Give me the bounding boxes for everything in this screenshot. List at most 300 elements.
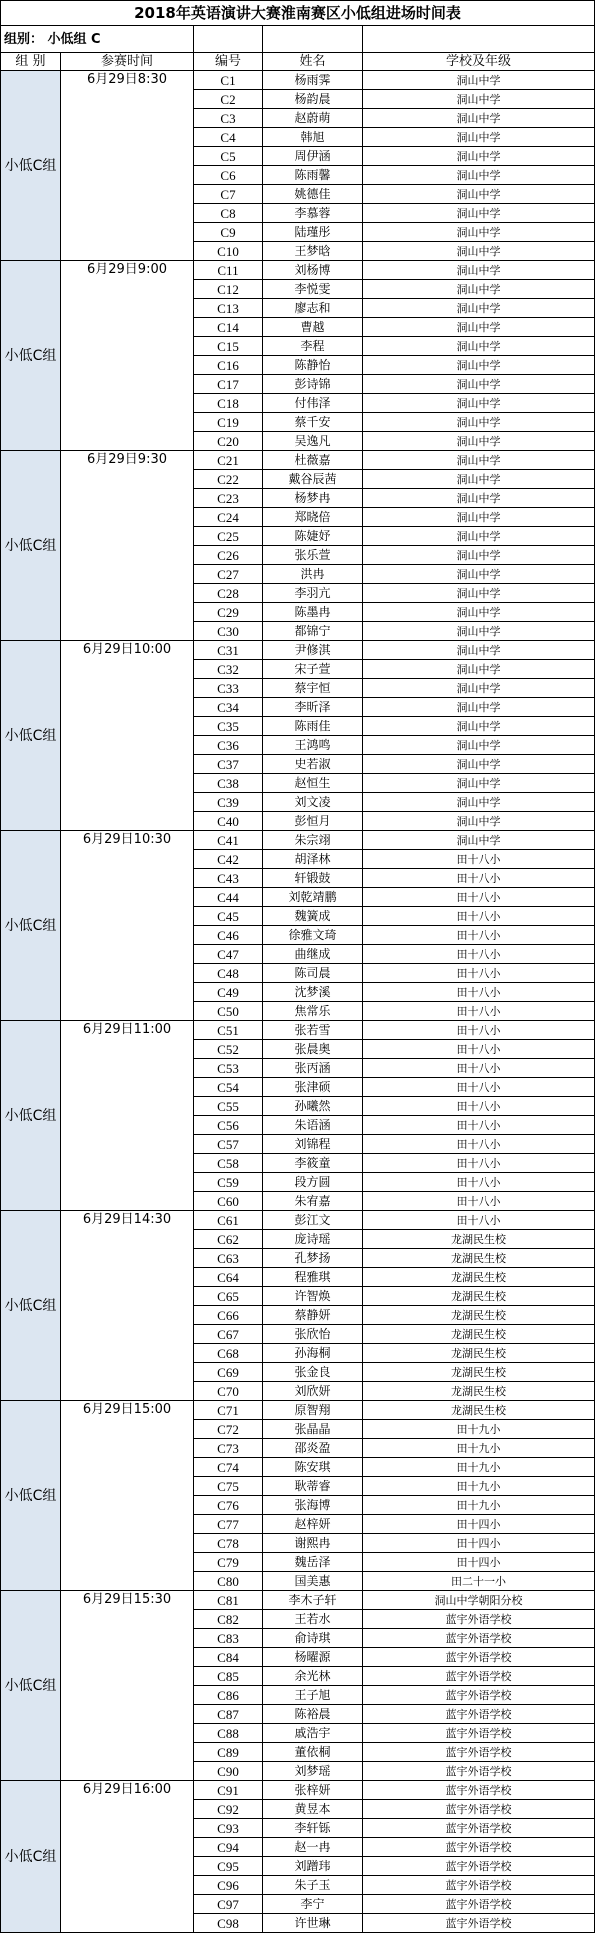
school-cell: 洞山中学 <box>363 451 595 470</box>
code-cell: C27 <box>194 565 263 584</box>
code-cell: C33 <box>194 679 263 698</box>
code-cell: C86 <box>194 1686 263 1705</box>
school-cell: 龙湖民生校 <box>363 1249 595 1268</box>
school-cell: 田十八小 <box>363 1040 595 1059</box>
school-cell: 龙湖民生校 <box>363 1382 595 1401</box>
name-cell: 许世琳 <box>263 1914 363 1933</box>
time-cell: 6月29日9:30 <box>61 451 194 641</box>
name-cell: 轩锻鼓 <box>263 869 363 888</box>
group-cell: 小低C组 <box>1 1021 61 1211</box>
school-cell: 洞山中学 <box>363 641 595 660</box>
name-cell: 陈雨佳 <box>263 717 363 736</box>
table-row <box>1 1211 595 1230</box>
code-cell: C15 <box>194 337 263 356</box>
table-row <box>1 261 595 280</box>
school-cell: 洞山中学朝阳分校 <box>363 1591 595 1610</box>
school-cell: 洞山中学 <box>363 128 595 147</box>
school-cell: 田十九小 <box>363 1420 595 1439</box>
code-cell: C78 <box>194 1534 263 1553</box>
school-cell: 田十八小 <box>363 869 595 888</box>
code-cell: C3 <box>194 109 263 128</box>
school-cell: 蓝宇外语学校 <box>363 1800 595 1819</box>
name-cell: 朱语涵 <box>263 1116 363 1135</box>
group-row <box>1 26 595 53</box>
code-cell: C69 <box>194 1363 263 1382</box>
name-cell: 吴逸凡 <box>263 432 363 451</box>
code-cell: C53 <box>194 1059 263 1078</box>
name-cell: 俞诗琪 <box>263 1629 363 1648</box>
school-cell: 蓝宇外语学校 <box>363 1705 595 1724</box>
name-cell: 杨韵晨 <box>263 90 363 109</box>
code-cell: C1 <box>194 71 263 90</box>
code-cell: C67 <box>194 1325 263 1344</box>
code-cell: C58 <box>194 1154 263 1173</box>
school-cell: 洞山中学 <box>363 90 595 109</box>
code-cell: C95 <box>194 1857 263 1876</box>
group-cell: 小低C组 <box>1 451 61 641</box>
code-cell: C88 <box>194 1724 263 1743</box>
time-cell: 6月29日15:00 <box>61 1401 194 1591</box>
page-title: 2018年英语演讲大赛淮南赛区小低组进场时间表 <box>1 1 595 26</box>
school-cell: 田十九小 <box>363 1477 595 1496</box>
name-cell: 杨梦冉 <box>263 489 363 508</box>
school-cell: 龙湖民生校 <box>363 1363 595 1382</box>
name-cell: 李慕蓉 <box>263 204 363 223</box>
school-cell: 田十八小 <box>363 1097 595 1116</box>
school-cell: 蓝宇外语学校 <box>363 1819 595 1838</box>
name-cell: 张晶晶 <box>263 1420 363 1439</box>
name-cell: 焦常乐 <box>263 1002 363 1021</box>
name-cell: 庞诗瑶 <box>263 1230 363 1249</box>
code-cell: C82 <box>194 1610 263 1629</box>
name-cell: 彭诗锦 <box>263 375 363 394</box>
name-cell: 赵梓妍 <box>263 1515 363 1534</box>
name-cell: 杨曜源 <box>263 1648 363 1667</box>
code-cell: C57 <box>194 1135 263 1154</box>
header-group: 组 别 <box>1 53 61 71</box>
name-cell: 李羽亢 <box>263 584 363 603</box>
name-cell: 原智翔 <box>263 1401 363 1420</box>
school-cell: 蓝宇外语学校 <box>363 1648 595 1667</box>
table-row <box>1 641 595 660</box>
school-cell: 田二十一小 <box>363 1572 595 1591</box>
title-row <box>1 1 595 26</box>
school-cell: 洞山中学 <box>363 565 595 584</box>
code-cell: C25 <box>194 527 263 546</box>
name-cell: 李筱童 <box>263 1154 363 1173</box>
school-cell: 洞山中学 <box>363 394 595 413</box>
school-cell: 龙湖民生校 <box>363 1230 595 1249</box>
school-cell: 洞山中学 <box>363 166 595 185</box>
code-cell: C59 <box>194 1173 263 1192</box>
code-cell: C76 <box>194 1496 263 1515</box>
group-cell: 小低C组 <box>1 1401 61 1591</box>
school-cell: 田十八小 <box>363 1002 595 1021</box>
time-cell: 6月29日9:00 <box>61 261 194 451</box>
school-cell: 田十八小 <box>363 1173 595 1192</box>
school-cell: 田十八小 <box>363 850 595 869</box>
school-cell: 田十九小 <box>363 1496 595 1515</box>
table-row <box>1 831 595 850</box>
code-cell: C97 <box>194 1895 263 1914</box>
school-cell: 洞山中学 <box>363 793 595 812</box>
code-cell: C51 <box>194 1021 263 1040</box>
name-cell: 许智焕 <box>263 1287 363 1306</box>
school-cell: 田十八小 <box>363 945 595 964</box>
code-cell: C45 <box>194 907 263 926</box>
code-cell: C75 <box>194 1477 263 1496</box>
name-cell: 陆瑾彤 <box>263 223 363 242</box>
name-cell: 朱宗翊 <box>263 831 363 850</box>
name-cell: 张梓妍 <box>263 1781 363 1800</box>
code-cell: C94 <box>194 1838 263 1857</box>
name-cell: 魏岳泽 <box>263 1553 363 1572</box>
name-cell: 张若雪 <box>263 1021 363 1040</box>
code-cell: C4 <box>194 128 263 147</box>
school-cell: 洞山中学 <box>363 812 595 831</box>
code-cell: C21 <box>194 451 263 470</box>
code-cell: C48 <box>194 964 263 983</box>
code-cell: C71 <box>194 1401 263 1420</box>
school-cell: 田十八小 <box>363 983 595 1002</box>
name-cell: 韩旭 <box>263 128 363 147</box>
school-cell: 田十八小 <box>363 964 595 983</box>
name-cell: 曹越 <box>263 318 363 337</box>
table-row <box>1 451 595 470</box>
code-cell: C43 <box>194 869 263 888</box>
schedule-body <box>1 1 595 1933</box>
code-cell: C66 <box>194 1306 263 1325</box>
name-cell: 陈安琪 <box>263 1458 363 1477</box>
name-cell: 王子旭 <box>263 1686 363 1705</box>
time-cell: 6月29日16:00 <box>61 1781 194 1933</box>
name-cell: 周伊涵 <box>263 147 363 166</box>
code-cell: C17 <box>194 375 263 394</box>
code-cell: C39 <box>194 793 263 812</box>
school-cell: 洞山中学 <box>363 242 595 261</box>
school-cell: 洞山中学 <box>363 527 595 546</box>
school-cell: 田十八小 <box>363 1211 595 1230</box>
code-cell: C13 <box>194 299 263 318</box>
code-cell: C7 <box>194 185 263 204</box>
code-cell: C37 <box>194 755 263 774</box>
school-cell: 龙湖民生校 <box>363 1306 595 1325</box>
name-cell: 郑晓倍 <box>263 508 363 527</box>
school-cell: 洞山中学 <box>363 546 595 565</box>
code-cell: C28 <box>194 584 263 603</box>
school-cell: 田十八小 <box>363 926 595 945</box>
header-name: 姓名 <box>263 53 363 71</box>
name-cell: 陈雨馨 <box>263 166 363 185</box>
name-cell: 洪冉 <box>263 565 363 584</box>
name-cell: 孙海桐 <box>263 1344 363 1363</box>
time-cell: 6月29日15:30 <box>61 1591 194 1781</box>
group-cell: 小低C组 <box>1 261 61 451</box>
name-cell: 戴谷辰茜 <box>263 470 363 489</box>
school-cell: 洞山中学 <box>363 375 595 394</box>
name-cell: 尹修淇 <box>263 641 363 660</box>
code-cell: C80 <box>194 1572 263 1591</box>
name-cell: 刘蹭玮 <box>263 1857 363 1876</box>
name-cell: 史若淑 <box>263 755 363 774</box>
school-cell: 田十八小 <box>363 1116 595 1135</box>
school-cell: 洞山中学 <box>363 71 595 90</box>
code-cell: C18 <box>194 394 263 413</box>
school-cell: 蓝宇外语学校 <box>363 1895 595 1914</box>
school-cell: 龙湖民生校 <box>363 1325 595 1344</box>
school-cell: 田十八小 <box>363 1021 595 1040</box>
header-code: 编号 <box>194 53 263 71</box>
name-cell: 张乐萱 <box>263 546 363 565</box>
school-cell: 洞山中学 <box>363 679 595 698</box>
name-cell: 孙曦然 <box>263 1097 363 1116</box>
name-cell: 李程 <box>263 337 363 356</box>
code-cell: C30 <box>194 622 263 641</box>
name-cell: 刘杨博 <box>263 261 363 280</box>
code-cell: C93 <box>194 1819 263 1838</box>
code-cell: C68 <box>194 1344 263 1363</box>
school-cell: 洞山中学 <box>363 698 595 717</box>
school-cell: 洞山中学 <box>363 831 595 850</box>
name-cell: 陈婕妤 <box>263 527 363 546</box>
name-cell: 陈司晨 <box>263 964 363 983</box>
name-cell: 张晨奥 <box>263 1040 363 1059</box>
group-cell: 小低C组 <box>1 71 61 261</box>
code-cell: C50 <box>194 1002 263 1021</box>
code-cell: C73 <box>194 1439 263 1458</box>
name-cell: 彭江文 <box>263 1211 363 1230</box>
school-cell: 蓝宇外语学校 <box>363 1914 595 1933</box>
school-cell: 田十八小 <box>363 888 595 907</box>
school-cell: 洞山中学 <box>363 717 595 736</box>
time-cell: 6月29日8:30 <box>61 71 194 261</box>
name-cell: 赵蔚萌 <box>263 109 363 128</box>
name-cell: 刘梦瑶 <box>263 1762 363 1781</box>
name-cell: 陈裕晨 <box>263 1705 363 1724</box>
name-cell: 胡泽林 <box>263 850 363 869</box>
group-cell: 小低C组 <box>1 641 61 831</box>
school-cell: 洞山中学 <box>363 299 595 318</box>
name-cell: 李木子轩 <box>263 1591 363 1610</box>
empty-cell <box>194 26 263 53</box>
code-cell: C41 <box>194 831 263 850</box>
code-cell: C16 <box>194 356 263 375</box>
school-cell: 田十八小 <box>363 1059 595 1078</box>
code-cell: C22 <box>194 470 263 489</box>
code-cell: C84 <box>194 1648 263 1667</box>
name-cell: 赵一冉 <box>263 1838 363 1857</box>
school-cell: 田十八小 <box>363 1078 595 1097</box>
code-cell: C8 <box>194 204 263 223</box>
name-cell: 刘锦程 <box>263 1135 363 1154</box>
code-cell: C90 <box>194 1762 263 1781</box>
code-cell: C5 <box>194 147 263 166</box>
name-cell: 廖志和 <box>263 299 363 318</box>
school-cell: 田十四小 <box>363 1534 595 1553</box>
name-cell: 刘文凌 <box>263 793 363 812</box>
time-cell: 6月29日11:00 <box>61 1021 194 1211</box>
code-cell: C56 <box>194 1116 263 1135</box>
name-cell: 王鸿鸣 <box>263 736 363 755</box>
code-cell: C98 <box>194 1914 263 1933</box>
name-cell: 王梦晗 <box>263 242 363 261</box>
school-cell: 龙湖民生校 <box>363 1401 595 1420</box>
school-cell: 田十八小 <box>363 1154 595 1173</box>
code-cell: C62 <box>194 1230 263 1249</box>
code-cell: C77 <box>194 1515 263 1534</box>
table-row <box>1 1591 595 1610</box>
name-cell: 姚德佳 <box>263 185 363 204</box>
code-cell: C65 <box>194 1287 263 1306</box>
code-cell: C20 <box>194 432 263 451</box>
name-cell: 曲继成 <box>263 945 363 964</box>
header-school: 学校及年级 <box>363 53 595 71</box>
code-cell: C92 <box>194 1800 263 1819</box>
name-cell: 段方圆 <box>263 1173 363 1192</box>
code-cell: C91 <box>194 1781 263 1800</box>
group-cell: 小低C组 <box>1 1781 61 1933</box>
name-cell: 朱子玉 <box>263 1876 363 1895</box>
school-cell: 蓝宇外语学校 <box>363 1629 595 1648</box>
school-cell: 洞山中学 <box>363 489 595 508</box>
code-cell: C36 <box>194 736 263 755</box>
name-cell: 魏簧成 <box>263 907 363 926</box>
code-cell: C79 <box>194 1553 263 1572</box>
code-cell: C81 <box>194 1591 263 1610</box>
time-cell: 6月29日10:00 <box>61 641 194 831</box>
school-cell: 龙湖民生校 <box>363 1344 595 1363</box>
name-cell: 程雅琪 <box>263 1268 363 1287</box>
code-cell: C23 <box>194 489 263 508</box>
school-cell: 洞山中学 <box>363 356 595 375</box>
school-cell: 洞山中学 <box>363 223 595 242</box>
code-cell: C61 <box>194 1211 263 1230</box>
group-cell: 小低C组 <box>1 1591 61 1781</box>
school-cell: 洞山中学 <box>363 432 595 451</box>
school-cell: 洞山中学 <box>363 736 595 755</box>
school-cell: 蓝宇外语学校 <box>363 1838 595 1857</box>
code-cell: C46 <box>194 926 263 945</box>
school-cell: 洞山中学 <box>363 147 595 166</box>
school-cell: 田十八小 <box>363 1192 595 1211</box>
code-cell: C87 <box>194 1705 263 1724</box>
code-cell: C89 <box>194 1743 263 1762</box>
school-cell: 洞山中学 <box>363 470 595 489</box>
code-cell: C35 <box>194 717 263 736</box>
school-cell: 洞山中学 <box>363 413 595 432</box>
school-cell: 洞山中学 <box>363 508 595 527</box>
name-cell: 耿蒂睿 <box>263 1477 363 1496</box>
name-cell: 李轩铄 <box>263 1819 363 1838</box>
name-cell: 张欣怡 <box>263 1325 363 1344</box>
name-cell: 戚浩宇 <box>263 1724 363 1743</box>
name-cell: 蔡静妍 <box>263 1306 363 1325</box>
name-cell: 张海博 <box>263 1496 363 1515</box>
name-cell: 李悦雯 <box>263 280 363 299</box>
time-cell: 6月29日14:30 <box>61 1211 194 1401</box>
name-cell: 余光林 <box>263 1667 363 1686</box>
school-cell: 蓝宇外语学校 <box>363 1762 595 1781</box>
group-cell: 小低C组 <box>1 1211 61 1401</box>
group-label: 组别： 小低组 C <box>1 26 194 53</box>
code-cell: C63 <box>194 1249 263 1268</box>
code-cell: C60 <box>194 1192 263 1211</box>
school-cell: 蓝宇外语学校 <box>363 1781 595 1800</box>
code-cell: C38 <box>194 774 263 793</box>
name-cell: 黄昱本 <box>263 1800 363 1819</box>
name-cell: 张津硕 <box>263 1078 363 1097</box>
school-cell: 田十八小 <box>363 1135 595 1154</box>
code-cell: C55 <box>194 1097 263 1116</box>
code-cell: C52 <box>194 1040 263 1059</box>
name-cell: 刘欣妍 <box>263 1382 363 1401</box>
table-row <box>1 1781 595 1800</box>
table-row <box>1 1021 595 1040</box>
code-cell: C47 <box>194 945 263 964</box>
school-cell: 田十四小 <box>363 1553 595 1572</box>
code-cell: C2 <box>194 90 263 109</box>
name-cell: 蔡宇恒 <box>263 679 363 698</box>
code-cell: C96 <box>194 1876 263 1895</box>
code-cell: C72 <box>194 1420 263 1439</box>
code-cell: C12 <box>194 280 263 299</box>
school-cell: 田十四小 <box>363 1515 595 1534</box>
name-cell: 沈梦溪 <box>263 983 363 1002</box>
code-cell: C31 <box>194 641 263 660</box>
school-cell: 洞山中学 <box>363 603 595 622</box>
code-cell: C10 <box>194 242 263 261</box>
header-row <box>1 53 595 71</box>
time-cell: 6月29日10:30 <box>61 831 194 1021</box>
school-cell: 蓝宇外语学校 <box>363 1857 595 1876</box>
code-cell: C70 <box>194 1382 263 1401</box>
school-cell: 洞山中学 <box>363 660 595 679</box>
school-cell: 洞山中学 <box>363 261 595 280</box>
name-cell: 张金良 <box>263 1363 363 1382</box>
empty-cell <box>263 26 363 53</box>
code-cell: C44 <box>194 888 263 907</box>
empty-cell <box>363 26 595 53</box>
name-cell: 都锦宁 <box>263 622 363 641</box>
code-cell: C32 <box>194 660 263 679</box>
code-cell: C34 <box>194 698 263 717</box>
school-cell: 洞山中学 <box>363 584 595 603</box>
code-cell: C26 <box>194 546 263 565</box>
group-cell: 小低C组 <box>1 831 61 1021</box>
name-cell: 董依桐 <box>263 1743 363 1762</box>
name-cell: 刘乾靖鹏 <box>263 888 363 907</box>
name-cell: 彭恒月 <box>263 812 363 831</box>
school-cell: 龙湖民生校 <box>363 1287 595 1306</box>
school-cell: 蓝宇外语学校 <box>363 1876 595 1895</box>
school-cell: 龙湖民生校 <box>363 1268 595 1287</box>
name-cell: 付伟泽 <box>263 394 363 413</box>
name-cell: 赵恒生 <box>263 774 363 793</box>
school-cell: 蓝宇外语学校 <box>363 1724 595 1743</box>
code-cell: C24 <box>194 508 263 527</box>
code-cell: C40 <box>194 812 263 831</box>
table-row <box>1 1401 595 1420</box>
code-cell: C64 <box>194 1268 263 1287</box>
code-cell: C85 <box>194 1667 263 1686</box>
school-cell: 洞山中学 <box>363 280 595 299</box>
name-cell: 邵炎盈 <box>263 1439 363 1458</box>
code-cell: C42 <box>194 850 263 869</box>
name-cell: 孔梦扬 <box>263 1249 363 1268</box>
name-cell: 张丙涵 <box>263 1059 363 1078</box>
school-cell: 洞山中学 <box>363 204 595 223</box>
name-cell: 杜薇嘉 <box>263 451 363 470</box>
